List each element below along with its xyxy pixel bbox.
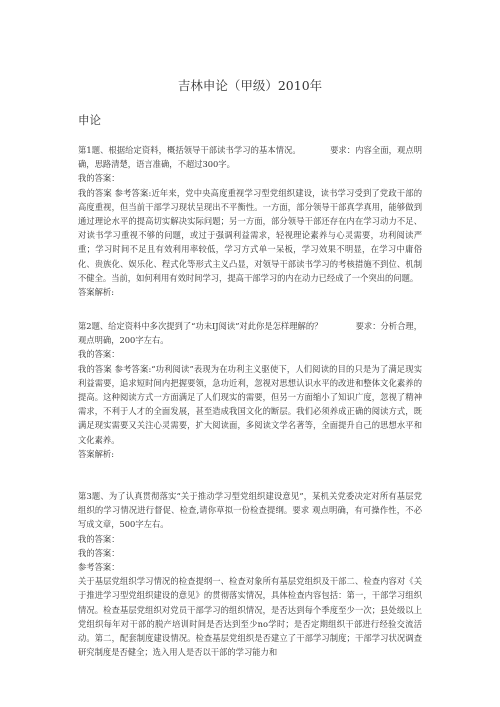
question-1-text: 第1题、根据给定资料，概括领导干部读书学习的基本情况。 要求：内容全面，观点明确，思路清楚，语言准确，不超过300字。 <box>78 145 422 170</box>
question-2-my-answer-label: 我的答案： <box>78 349 120 360</box>
section-heading: 申论 <box>78 113 101 127</box>
question-3-my-answer-label-1: 我的答案： <box>78 533 120 544</box>
question-2-answer: 我的答案 参考答案:“功利阅读”表现为在功利主义驱使下，人们阅读的目的只是为了满足现实利益需要，追求短时间内把握要领，急功近利，忽视对思想认识水平的改进和整体文化素养的提高。这种阅读方式一方面满足了人们现实的需要，但另一方面缩小了知识广度，忽视了精神需求，不利于人才的全面发展，甚至造成我国文化的断层。我们必须养成正确的阅读方式，既满足现实需要又关注心灵需要，扩大阅读面，多阅读文学名著等，全面提升自己的思想水平和文化素养。 <box>78 363 422 445</box>
question-3-answer: 关于基层党组织学习情况的检查提纲一、检查对象所有基层党组织及干部二、检查内容对《关于推进学习型党组织建设的意见》的贯彻落实情况，具体检查内容包括：第一，干部学习组织情况。检查基层党组织对党员干部学习的组织情况，是否达到每个季度至少一次；县处级以上党组织每年对干部的脱产培训时间是否达到至少no学时；是否定期组织干部进行经验交流活动。第二，配套制度建设情况。检查基层党组织是否建立了干部学习制度；干部学习状况调查研究制度是否健全；选入用人是否以干部的学习能力和 <box>78 576 422 658</box>
question-3-reference-label: 参考答案： <box>78 562 120 573</box>
question-2-block <box>78 319 422 461</box>
document-title: 吉林申论（甲级）2010年 <box>177 78 323 93</box>
question-1-analysis-label: 答案解析: <box>78 287 114 298</box>
question-2-text: 第2题、给定资料中多次提到了“功未IJ阅读”对此你是怎样理解的？ 要求：分析合理，观点明确，200字左右。 <box>78 321 422 346</box>
question-3-block <box>78 489 422 659</box>
question-2-analysis-label: 答案解析: <box>78 448 114 459</box>
question-1-block <box>78 143 422 299</box>
question-3-my-answer-label-2: 我的答案： <box>78 547 120 558</box>
question-1-my-answer-label: 我的答案： <box>78 173 120 184</box>
question-3-text: 第3题、为了认真贯彻落实“关于推动学习型党组织建设意见”，某机关党委决定对所有基层党组织的学习情况进行督促、检查,请你草拟一份检查提纲。要求 观点明确，有可操作性，不必写成文章，500字左右。 <box>78 491 422 530</box>
question-1-answer: 我的答案 参考答案:近年来，党中央高度重视学习型党组织建设，读书学习受到了党政干部的高度重视，但当前干部学习现状呈现出不平衡性。一方面，部分领导干部真学真用，能够做到通过理论水平的提高切实解决实际问题；另一方面，部分领导干部还存在内在学习动力不足、对读书学习重视不够的问题，或过于强调利益需求，轻视理论素养与心灵需要，功利阅读严重；学习时间不足且有效利用率较低，学习方式单一呆板，学习效果不明显，在学习中庸俗化、贵族化、娱乐化、程式化等形式主义凸显，对领导干部读书学习的考核措施不到位、机制不健全。当前，如何利用有效时间学习，提高干部学习的内在动力已经成了一个突出的问题。 <box>78 187 422 283</box>
